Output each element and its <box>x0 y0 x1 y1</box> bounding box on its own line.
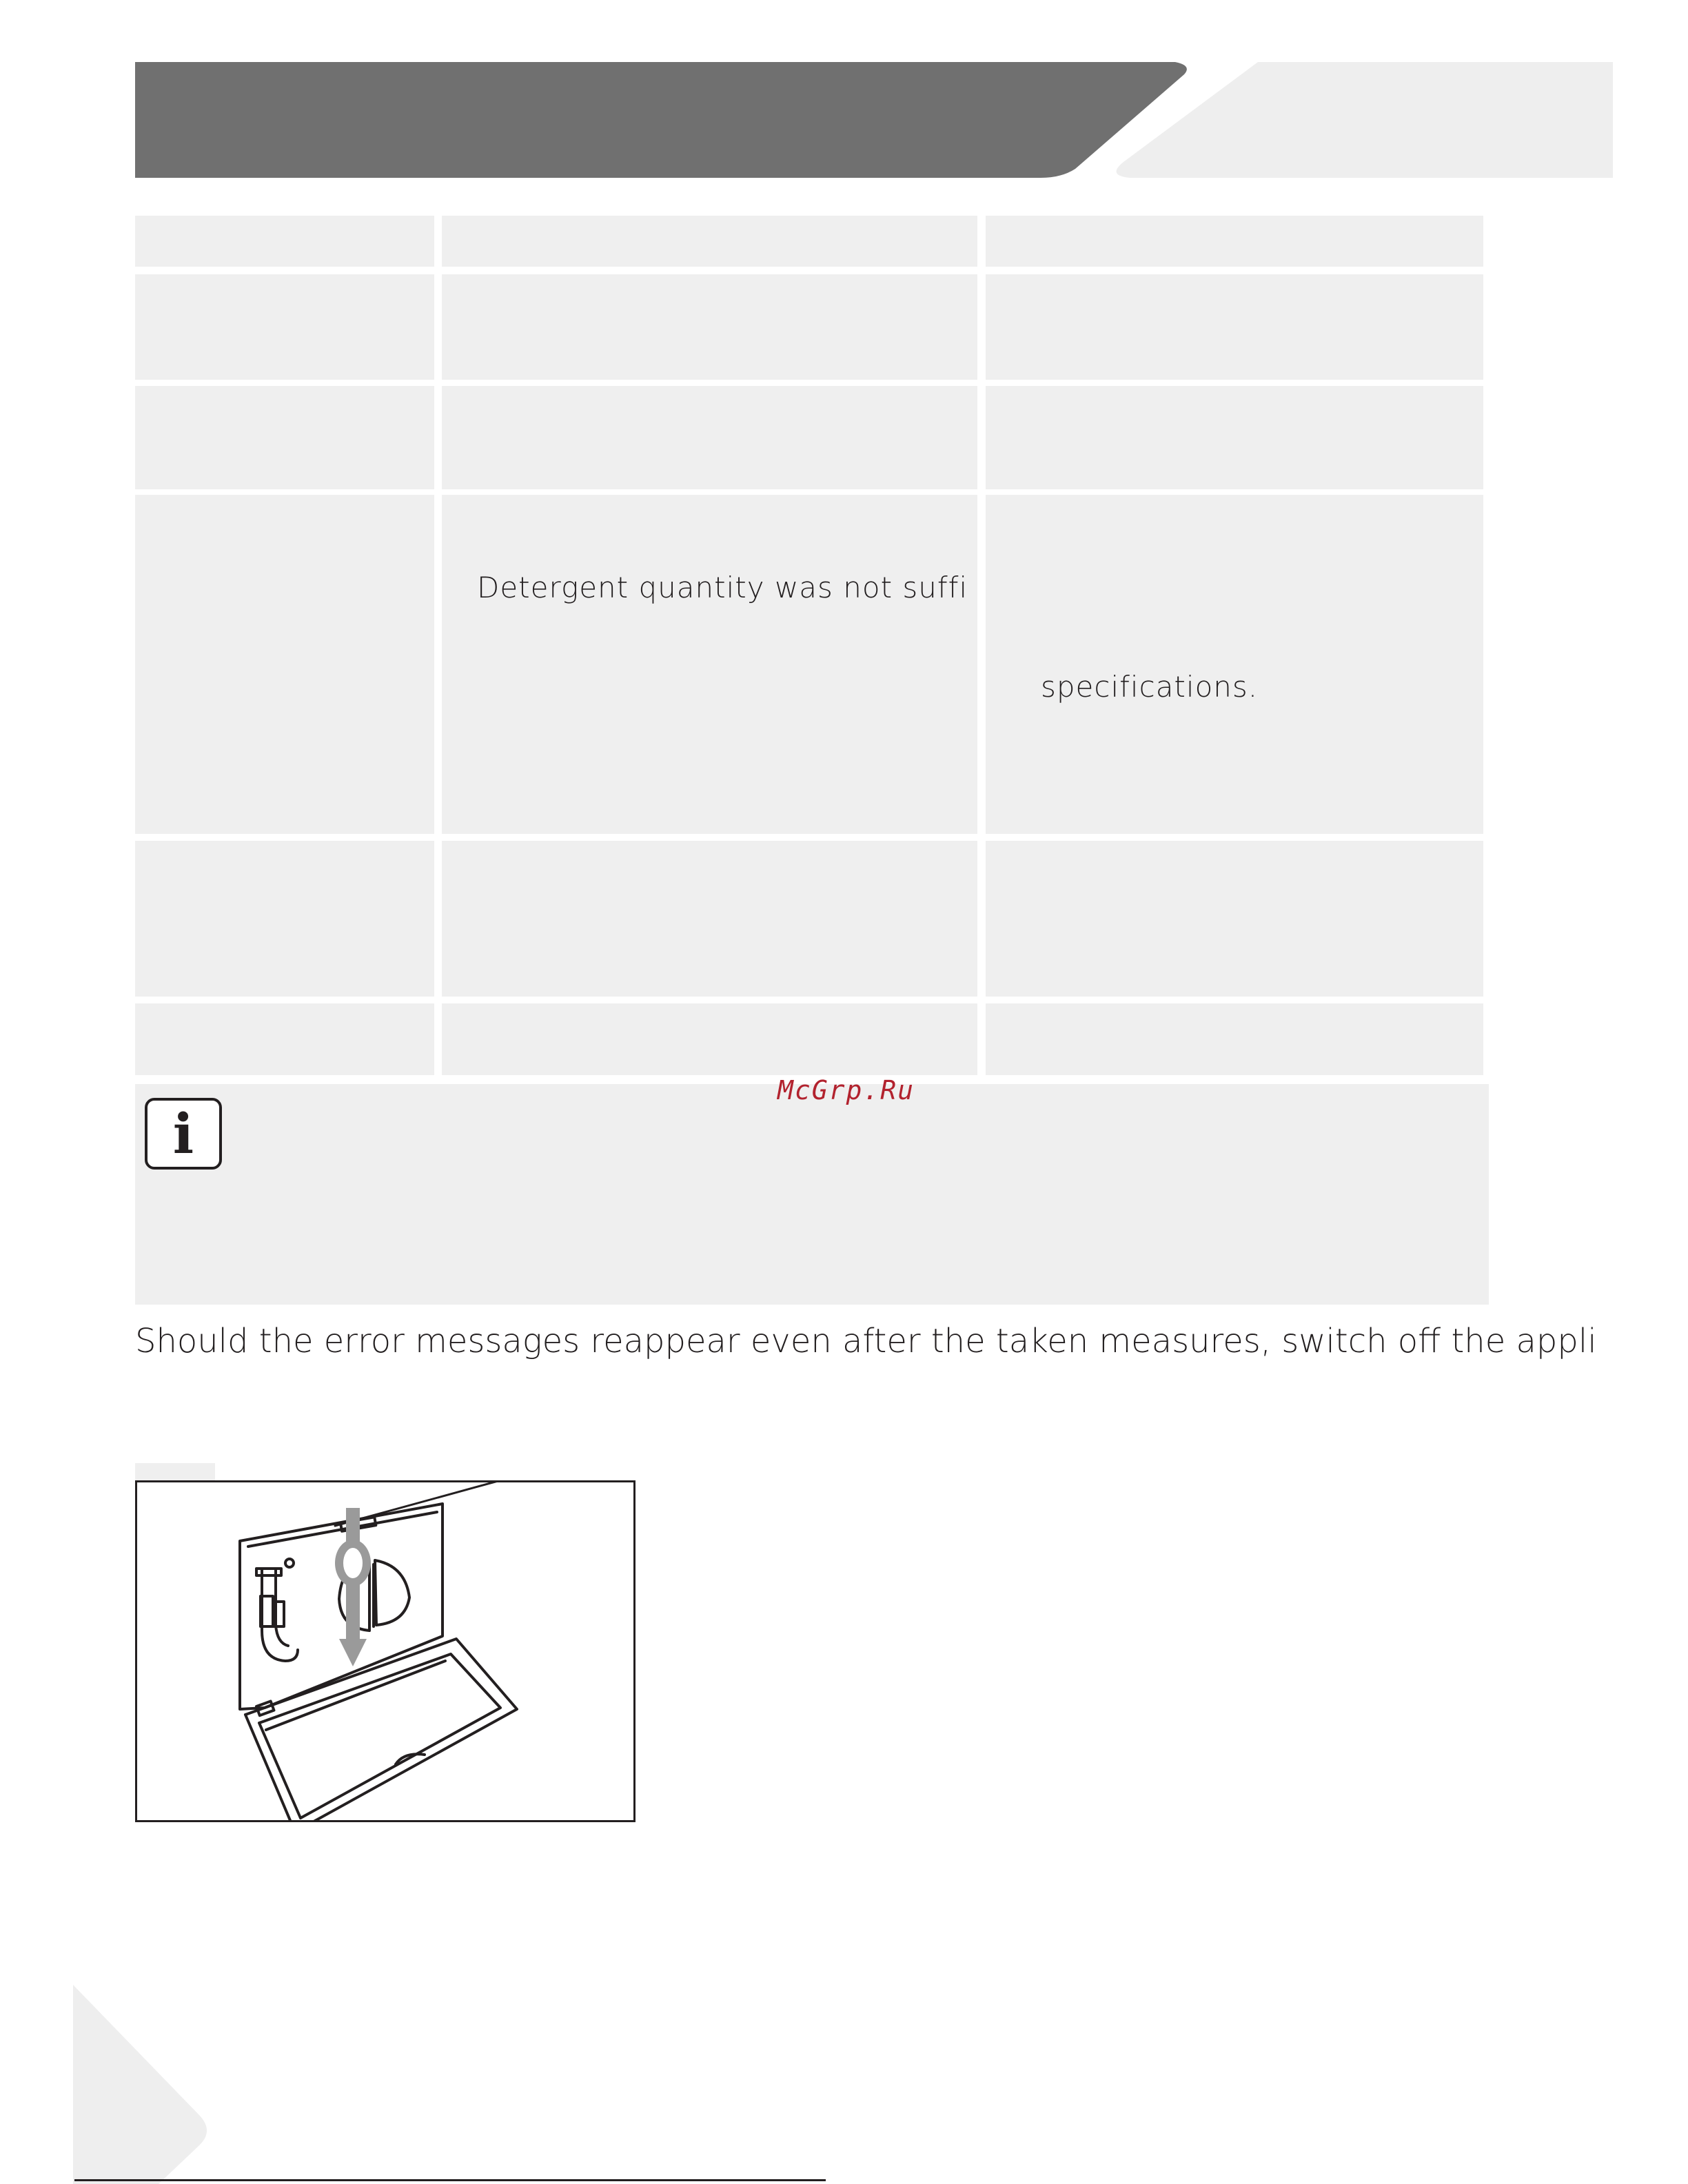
door-diagram <box>135 1480 635 1822</box>
table-cell-cause <box>442 1003 977 1075</box>
table-cell-remedy <box>986 841 1483 997</box>
table-header-col-2 <box>442 216 977 267</box>
table-cell-cause <box>442 841 977 997</box>
info-note-box <box>135 1084 1489 1305</box>
table-row <box>135 274 434 380</box>
watermark: McGrp.Ru <box>777 1075 915 1105</box>
table-cell-remedy <box>986 495 1483 834</box>
corner-decoration <box>0 1985 221 2184</box>
info-icon-glyph: i <box>172 1101 194 1166</box>
table-cell-cause <box>442 386 977 489</box>
header-banner <box>0 0 1688 186</box>
diagram-lid <box>245 1639 517 1822</box>
table-row <box>135 1003 434 1075</box>
info-icon <box>145 1098 222 1170</box>
table-cell-cause <box>442 274 977 380</box>
table-cell-cause <box>442 495 977 834</box>
table-row <box>135 495 434 834</box>
error-note-text: Should the error messages reappear even after the taken measures, switch off the appli <box>135 1322 1597 1360</box>
table-header-col-3 <box>986 216 1483 267</box>
table-row <box>135 386 434 489</box>
table-header-col-1 <box>135 216 434 267</box>
header-banner-dark <box>135 62 1187 178</box>
table-cell-remedy <box>986 1003 1483 1075</box>
footer-rule <box>74 2179 826 2181</box>
table-cell-remedy <box>986 274 1483 380</box>
header-banner-light <box>1117 62 1613 178</box>
remedy-text: specifications. <box>1041 670 1259 704</box>
table-cell-remedy <box>986 386 1483 489</box>
cause-text: Detergent quantity was not suffi <box>477 571 968 604</box>
table-row <box>135 841 434 997</box>
